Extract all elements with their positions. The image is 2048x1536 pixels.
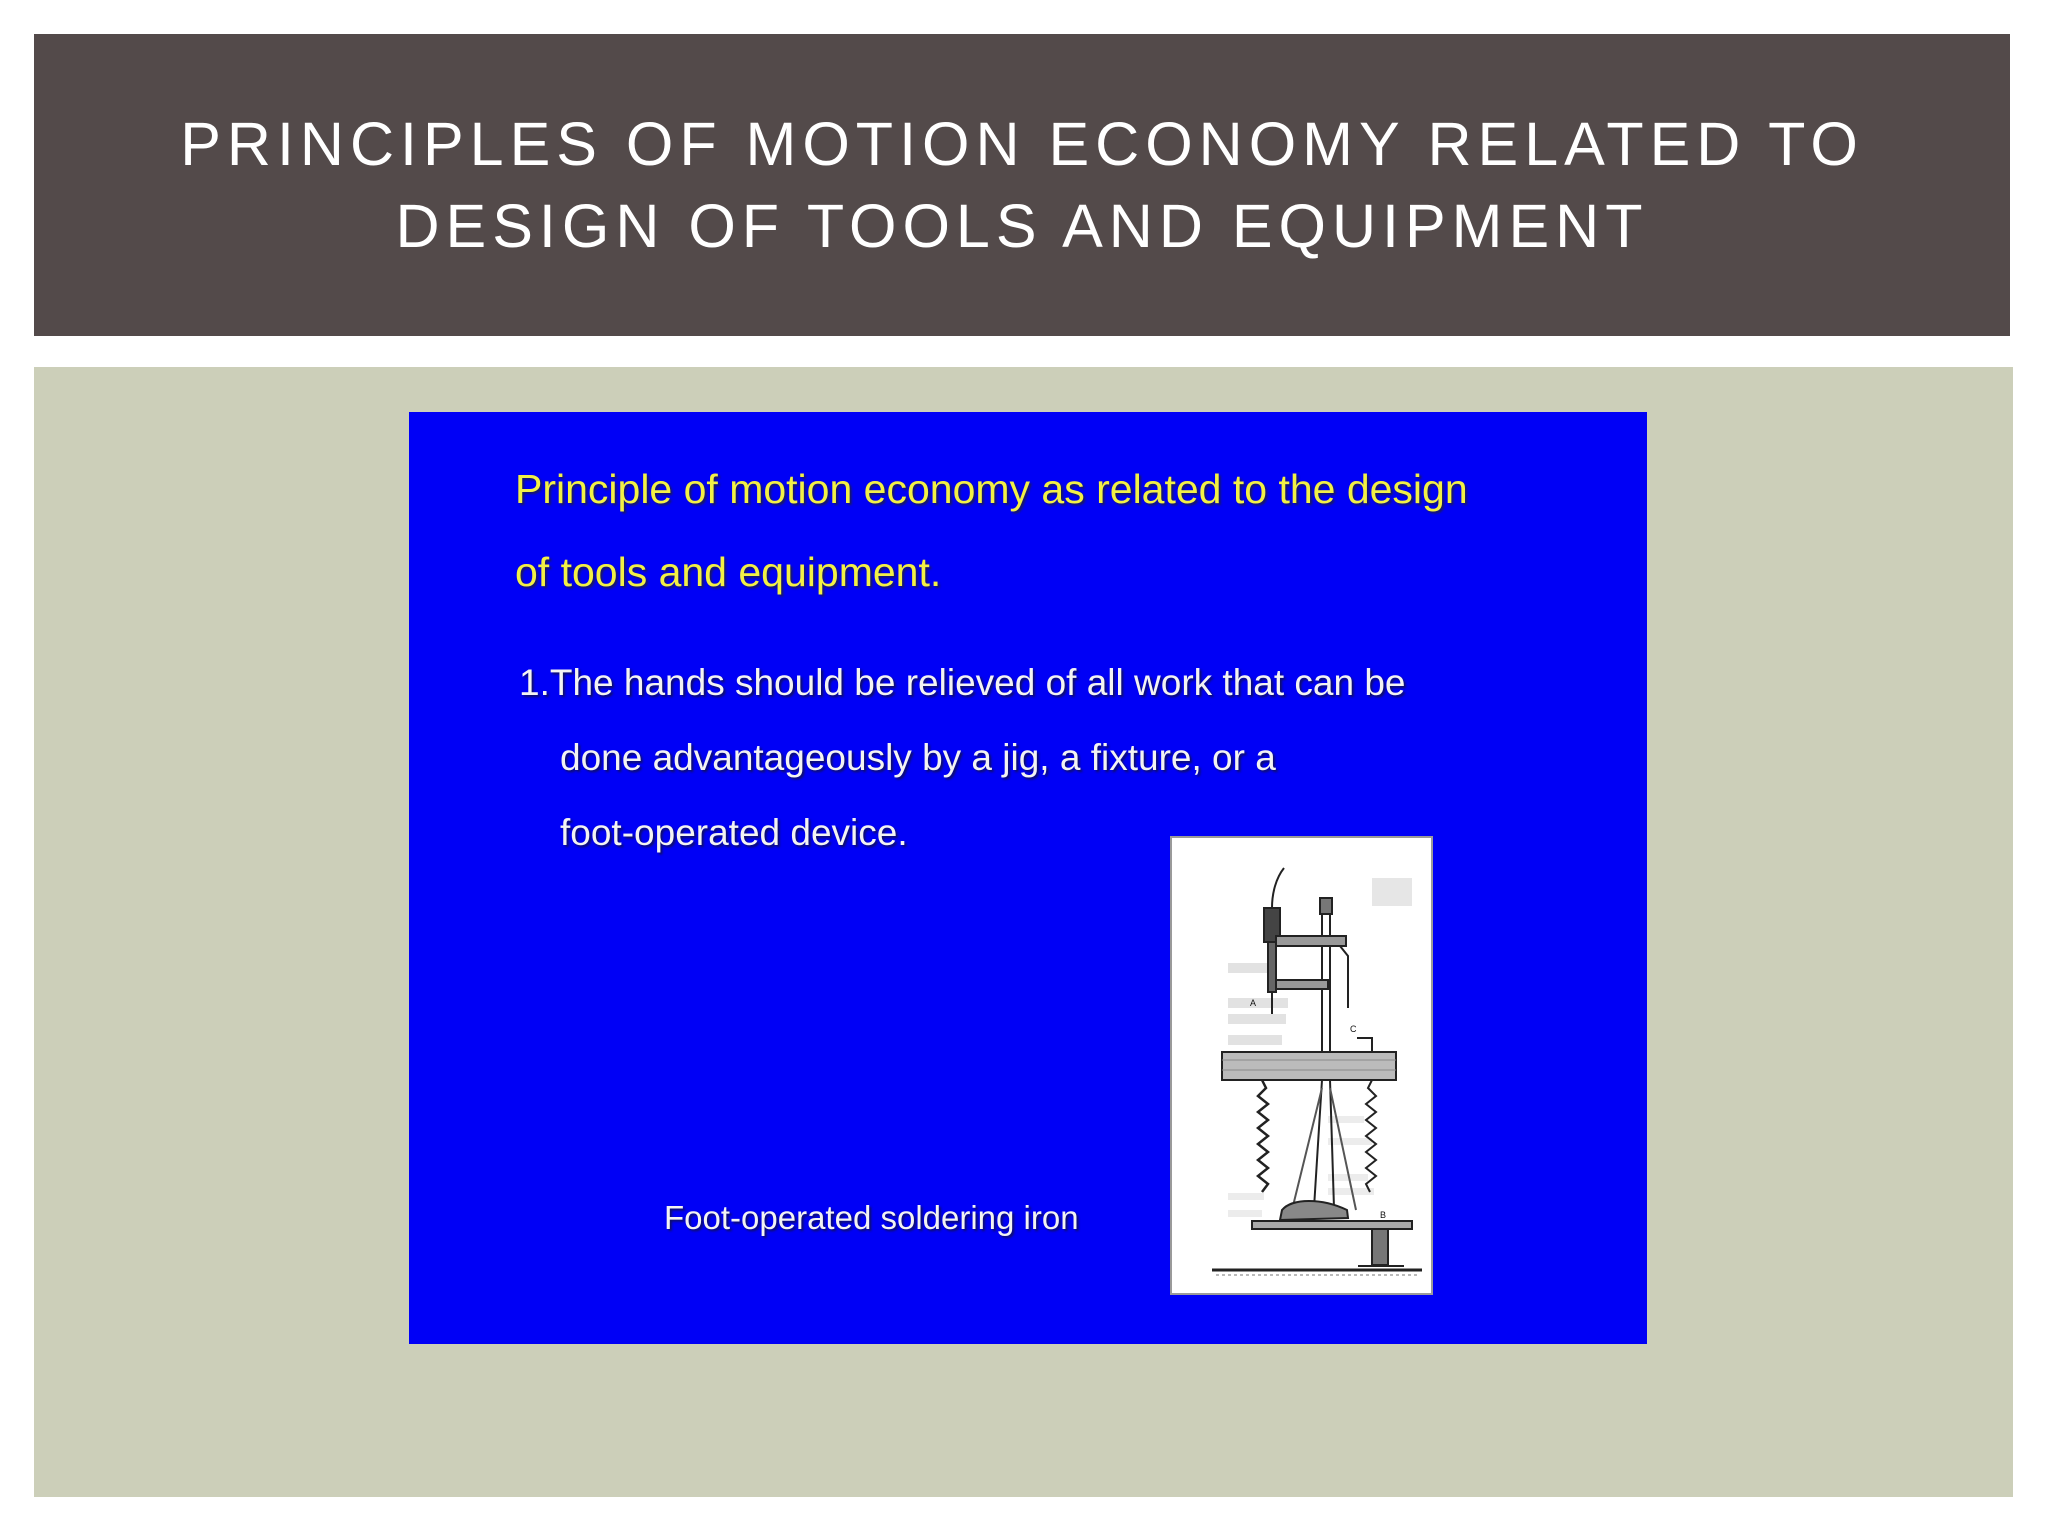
figure-label-a: A — [1250, 998, 1257, 1008]
slide-title-line-1: PRINCIPLES OF MOTION ECONOMY RELATED TO — [180, 110, 1864, 178]
embedded-heading-line-1: Principle of motion economy as related to the design — [515, 466, 1468, 512]
figure-label-b: B — [1380, 1210, 1387, 1220]
point-1-line-2: done advantageously by a jig, a fixture, or a — [560, 737, 1276, 778]
soldering-iron-illustration — [1170, 836, 1433, 1295]
figure-caption: Foot-operated soldering iron — [664, 1199, 1079, 1236]
embedded-heading-line-2: of tools and equipment. — [515, 549, 942, 595]
slide-title-line-2: DESIGN OF TOOLS AND EQUIPMENT — [395, 192, 1649, 260]
soldering-iron-drawing-icon — [1172, 838, 1431, 1293]
embedded-slide-image — [409, 412, 1647, 1344]
title-band — [34, 34, 2010, 336]
point-1-line-1: 1.The hands should be relieved of all work that can be — [519, 662, 1406, 703]
point-1-line-3: foot-operated device. — [560, 812, 908, 853]
figure-label-c: C — [1350, 1024, 1357, 1034]
